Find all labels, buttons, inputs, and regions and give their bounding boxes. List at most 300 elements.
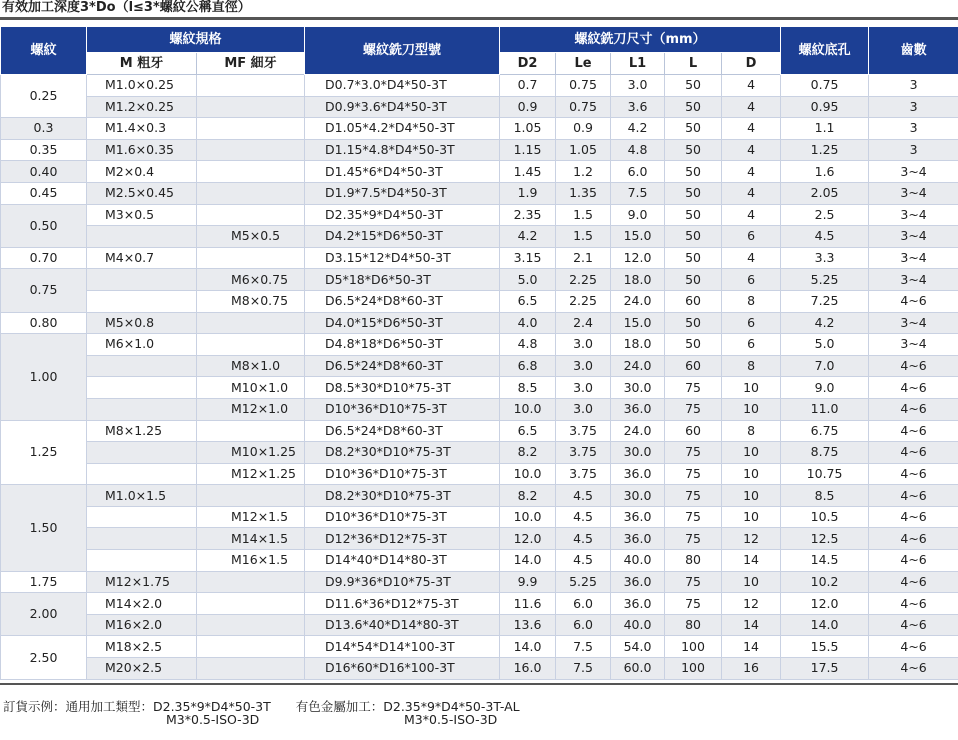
header-bore: 螺紋底孔 (781, 27, 869, 75)
d2-cell: 4.8 (500, 334, 556, 356)
d-cell: 14 (722, 550, 781, 572)
l-cell: 50 (665, 312, 722, 334)
le-cell: 0.75 (556, 75, 611, 97)
l-cell: 75 (665, 398, 722, 420)
bore-cell: 12.0 (781, 593, 869, 615)
teeth-cell: 4~6 (869, 550, 958, 572)
model-cell: D8.2*30*D10*75-3T (305, 442, 500, 464)
mf-fine-cell (197, 571, 305, 593)
header-model: 螺紋銑刀型號 (305, 27, 500, 75)
l-cell: 60 (665, 290, 722, 312)
model-cell: D10*36*D10*75-3T (305, 506, 500, 528)
l1-cell: 30.0 (611, 377, 665, 399)
m-coarse-cell (87, 355, 197, 377)
teeth-cell: 3 (869, 75, 958, 97)
l-cell: 50 (665, 269, 722, 291)
header-size-group: 螺紋銑刀尺寸（mm） (500, 27, 781, 53)
le-cell: 2.1 (556, 247, 611, 269)
top-rule (0, 17, 958, 20)
table-row (1, 398, 958, 420)
d-cell: 10 (722, 463, 781, 485)
header-l: L (665, 53, 722, 75)
m-coarse-cell: M6×1.0 (87, 334, 197, 356)
teeth-cell: 4~6 (869, 593, 958, 615)
d2-cell: 0.7 (500, 75, 556, 97)
d-cell: 4 (722, 182, 781, 204)
le-cell: 1.05 (556, 139, 611, 161)
l-cell: 50 (665, 118, 722, 140)
bore-cell: 7.0 (781, 355, 869, 377)
l1-cell: 18.0 (611, 334, 665, 356)
le-cell: 3.75 (556, 463, 611, 485)
d2-cell: 10.0 (500, 398, 556, 420)
l1-cell: 4.8 (611, 139, 665, 161)
mf-fine-cell (197, 139, 305, 161)
teeth-cell: 3~4 (869, 204, 958, 226)
mf-fine-cell: M16×1.5 (197, 550, 305, 572)
l-cell: 80 (665, 550, 722, 572)
mf-fine-cell: M14×1.5 (197, 528, 305, 550)
l-cell: 50 (665, 96, 722, 118)
d-cell: 12 (722, 528, 781, 550)
mf-fine-cell (197, 614, 305, 636)
le-cell: 3.75 (556, 420, 611, 442)
m-coarse-cell (87, 269, 197, 291)
l-cell: 50 (665, 139, 722, 161)
l1-cell: 36.0 (611, 463, 665, 485)
teeth-cell: 4~6 (869, 658, 958, 680)
header-spec-group: 螺紋規格 (87, 27, 305, 53)
le-cell: 0.9 (556, 118, 611, 140)
d2-cell: 4.2 (500, 226, 556, 248)
mf-fine-cell: M8×0.75 (197, 290, 305, 312)
teeth-cell: 3~4 (869, 182, 958, 204)
l1-cell: 6.0 (611, 161, 665, 183)
bore-cell: 7.25 (781, 290, 869, 312)
le-cell: 5.25 (556, 571, 611, 593)
mf-fine-cell (197, 334, 305, 356)
mf-fine-cell (197, 420, 305, 442)
d2-cell: 12.0 (500, 528, 556, 550)
page-title: 有效加工深度3*Do（l≤3*螺紋公稱直徑） (2, 0, 251, 15)
mf-fine-cell: M12×1.25 (197, 463, 305, 485)
le-cell: 4.5 (556, 485, 611, 507)
bore-cell: 4.5 (781, 226, 869, 248)
table-row (1, 614, 958, 636)
table-row (1, 442, 958, 464)
d-cell: 10 (722, 377, 781, 399)
teeth-cell: 4~6 (869, 355, 958, 377)
l-cell: 75 (665, 463, 722, 485)
l-cell: 50 (665, 247, 722, 269)
model-cell: D13.6*40*D14*80-3T (305, 614, 500, 636)
l1-cell: 30.0 (611, 442, 665, 464)
m-coarse-cell (87, 550, 197, 572)
m-coarse-cell: M16×2.0 (87, 614, 197, 636)
m-coarse-cell: M14×2.0 (87, 593, 197, 615)
bore-cell: 2.05 (781, 182, 869, 204)
bore-cell: 9.0 (781, 377, 869, 399)
model-cell: D11.6*36*D12*75-3T (305, 593, 500, 615)
table-row (1, 161, 958, 183)
d2-cell: 11.6 (500, 593, 556, 615)
table-row (1, 204, 958, 226)
m-coarse-cell: M1.0×1.5 (87, 485, 197, 507)
mf-fine-cell: M12×1.5 (197, 506, 305, 528)
teeth-cell: 4~6 (869, 485, 958, 507)
d2-cell: 10.0 (500, 506, 556, 528)
m-coarse-cell: M1.4×0.3 (87, 118, 197, 140)
teeth-cell: 4~6 (869, 506, 958, 528)
table-row (1, 247, 958, 269)
d2-cell: 5.0 (500, 269, 556, 291)
table-row (1, 485, 958, 507)
bore-cell: 5.0 (781, 334, 869, 356)
table-row (1, 355, 958, 377)
le-cell: 3.75 (556, 442, 611, 464)
model-cell: D12*36*D12*75-3T (305, 528, 500, 550)
l1-cell: 4.2 (611, 118, 665, 140)
le-cell: 3.0 (556, 355, 611, 377)
l1-cell: 15.0 (611, 312, 665, 334)
pitch-cell: 0.50 (1, 204, 87, 247)
l1-cell: 9.0 (611, 204, 665, 226)
l-cell: 50 (665, 182, 722, 204)
bore-cell: 10.75 (781, 463, 869, 485)
m-coarse-cell (87, 290, 197, 312)
d-cell: 10 (722, 398, 781, 420)
le-cell: 3.0 (556, 334, 611, 356)
m-coarse-cell: M8×1.25 (87, 420, 197, 442)
teeth-cell: 3~4 (869, 312, 958, 334)
teeth-cell: 4~6 (869, 571, 958, 593)
model-cell: D14*40*D14*80-3T (305, 550, 500, 572)
l-cell: 60 (665, 420, 722, 442)
l-cell: 75 (665, 442, 722, 464)
teeth-cell: 3 (869, 96, 958, 118)
table-row (1, 139, 958, 161)
pitch-cell: 0.75 (1, 269, 87, 312)
teeth-cell: 3~4 (869, 226, 958, 248)
l-cell: 75 (665, 377, 722, 399)
m-coarse-cell: M1.0×0.25 (87, 75, 197, 97)
l1-cell: 3.6 (611, 96, 665, 118)
table-row (1, 550, 958, 572)
d2-cell: 13.6 (500, 614, 556, 636)
d-cell: 4 (722, 118, 781, 140)
table-row (1, 290, 958, 312)
d2-cell: 9.9 (500, 571, 556, 593)
le-cell: 0.75 (556, 96, 611, 118)
model-cell: D1.05*4.2*D4*50-3T (305, 118, 500, 140)
mf-fine-cell (197, 182, 305, 204)
mf-fine-cell (197, 75, 305, 97)
table-row (1, 571, 958, 593)
d2-cell: 10.0 (500, 463, 556, 485)
table-row (1, 182, 958, 204)
bore-cell: 1.25 (781, 139, 869, 161)
m-coarse-cell: M2×0.4 (87, 161, 197, 183)
l-cell: 75 (665, 485, 722, 507)
pitch-cell: 0.25 (1, 75, 87, 118)
d-cell: 6 (722, 312, 781, 334)
m-coarse-cell (87, 226, 197, 248)
d-cell: 12 (722, 593, 781, 615)
model-cell: D1.45*6*D4*50-3T (305, 161, 500, 183)
m-coarse-cell: M18×2.5 (87, 636, 197, 658)
pitch-cell: 1.75 (1, 571, 87, 593)
teeth-cell: 4~6 (869, 636, 958, 658)
mf-fine-cell (197, 485, 305, 507)
teeth-cell: 4~6 (869, 442, 958, 464)
table-row (1, 420, 958, 442)
l1-cell: 36.0 (611, 571, 665, 593)
le-cell: 3.0 (556, 398, 611, 420)
mf-fine-cell (197, 204, 305, 226)
m-coarse-cell (87, 377, 197, 399)
mf-fine-cell (197, 636, 305, 658)
l-cell: 100 (665, 636, 722, 658)
d-cell: 6 (722, 226, 781, 248)
pitch-cell: 1.50 (1, 485, 87, 571)
d2-cell: 2.35 (500, 204, 556, 226)
l1-cell: 24.0 (611, 420, 665, 442)
d2-cell: 4.0 (500, 312, 556, 334)
d2-cell: 6.5 (500, 420, 556, 442)
table-row (1, 118, 958, 140)
l-cell: 100 (665, 658, 722, 680)
d-cell: 4 (722, 96, 781, 118)
mf-fine-cell: M10×1.25 (197, 442, 305, 464)
bore-cell: 0.95 (781, 96, 869, 118)
le-cell: 1.35 (556, 182, 611, 204)
bore-cell: 14.5 (781, 550, 869, 572)
d2-cell: 3.15 (500, 247, 556, 269)
le-cell: 4.5 (556, 528, 611, 550)
table-row (1, 226, 958, 248)
model-cell: D8.2*30*D10*75-3T (305, 485, 500, 507)
m-coarse-cell: M1.2×0.25 (87, 96, 197, 118)
order-example-general-thread: M3*0.5-ISO-3D (166, 712, 260, 727)
header-le: Le (556, 53, 611, 75)
d2-cell: 1.05 (500, 118, 556, 140)
d2-cell: 1.9 (500, 182, 556, 204)
bore-cell: 4.2 (781, 312, 869, 334)
bore-cell: 10.2 (781, 571, 869, 593)
model-cell: D6.5*24*D8*60-3T (305, 355, 500, 377)
d2-cell: 8.5 (500, 377, 556, 399)
d2-cell: 14.0 (500, 550, 556, 572)
l-cell: 50 (665, 75, 722, 97)
m-coarse-cell (87, 506, 197, 528)
model-cell: D16*60*D16*100-3T (305, 658, 500, 680)
le-cell: 6.0 (556, 614, 611, 636)
bore-cell: 6.75 (781, 420, 869, 442)
le-cell: 4.5 (556, 550, 611, 572)
mf-fine-cell: M10×1.0 (197, 377, 305, 399)
teeth-cell: 4~6 (869, 398, 958, 420)
l-cell: 80 (665, 614, 722, 636)
d-cell: 4 (722, 75, 781, 97)
model-cell: D4.2*15*D6*50-3T (305, 226, 500, 248)
bore-cell: 8.75 (781, 442, 869, 464)
le-cell: 4.5 (556, 506, 611, 528)
model-cell: D14*54*D14*100-3T (305, 636, 500, 658)
table-row (1, 75, 958, 97)
l1-cell: 24.0 (611, 290, 665, 312)
header-m-coarse: M 粗牙 (87, 53, 197, 75)
header-mf-fine: MF 細牙 (197, 53, 305, 75)
l-cell: 75 (665, 571, 722, 593)
table-row (1, 96, 958, 118)
le-cell: 6.0 (556, 593, 611, 615)
bore-cell: 11.0 (781, 398, 869, 420)
pitch-cell: 0.40 (1, 161, 87, 183)
table-row (1, 463, 958, 485)
l1-cell: 18.0 (611, 269, 665, 291)
model-cell: D0.7*3.0*D4*50-3T (305, 75, 500, 97)
teeth-cell: 3~4 (869, 161, 958, 183)
teeth-cell: 4~6 (869, 614, 958, 636)
d-cell: 10 (722, 571, 781, 593)
mf-fine-cell: M6×0.75 (197, 269, 305, 291)
l1-cell: 36.0 (611, 398, 665, 420)
l1-cell: 3.0 (611, 75, 665, 97)
mf-fine-cell (197, 118, 305, 140)
l1-cell: 36.0 (611, 593, 665, 615)
mf-fine-cell: M12×1.0 (197, 398, 305, 420)
bore-cell: 14.0 (781, 614, 869, 636)
order-example-line: 訂貨示例：通用加工類型：D2.35*9*D4*50-3T 有色金屬加工：D2.35*9*D4*50-3T-AL (3, 699, 520, 714)
teeth-cell: 3 (869, 118, 958, 140)
bore-cell: 12.5 (781, 528, 869, 550)
d-cell: 14 (722, 636, 781, 658)
model-cell: D4.8*18*D6*50-3T (305, 334, 500, 356)
bore-cell: 3.3 (781, 247, 869, 269)
le-cell: 7.5 (556, 636, 611, 658)
d-cell: 6 (722, 334, 781, 356)
bore-cell: 0.75 (781, 75, 869, 97)
pitch-cell: 0.70 (1, 247, 87, 269)
d2-cell: 8.2 (500, 442, 556, 464)
pitch-cell: 0.45 (1, 182, 87, 204)
m-coarse-cell (87, 398, 197, 420)
teeth-cell: 4~6 (869, 290, 958, 312)
pitch-cell: 0.80 (1, 312, 87, 334)
pitch-cell: 0.3 (1, 118, 87, 140)
model-cell: D8.5*30*D10*75-3T (305, 377, 500, 399)
l-cell: 75 (665, 593, 722, 615)
d-cell: 4 (722, 161, 781, 183)
d-cell: 10 (722, 442, 781, 464)
le-cell: 3.0 (556, 377, 611, 399)
l-cell: 50 (665, 161, 722, 183)
l1-cell: 40.0 (611, 614, 665, 636)
d2-cell: 1.15 (500, 139, 556, 161)
l1-cell: 36.0 (611, 528, 665, 550)
header-l1: L1 (611, 53, 665, 75)
teeth-cell: 4~6 (869, 420, 958, 442)
l-cell: 50 (665, 334, 722, 356)
d-cell: 16 (722, 658, 781, 680)
pitch-cell: 2.00 (1, 593, 87, 636)
bore-cell: 5.25 (781, 269, 869, 291)
le-cell: 7.5 (556, 658, 611, 680)
l1-cell: 24.0 (611, 355, 665, 377)
model-cell: D10*36*D10*75-3T (305, 398, 500, 420)
teeth-cell: 3~4 (869, 247, 958, 269)
teeth-cell: 3~4 (869, 269, 958, 291)
l1-cell: 12.0 (611, 247, 665, 269)
le-cell: 2.25 (556, 290, 611, 312)
header-d2: D2 (500, 53, 556, 75)
teeth-cell: 4~6 (869, 463, 958, 485)
table-row (1, 593, 958, 615)
l1-cell: 36.0 (611, 506, 665, 528)
mf-fine-cell: M8×1.0 (197, 355, 305, 377)
d2-cell: 14.0 (500, 636, 556, 658)
le-cell: 1.5 (556, 204, 611, 226)
mf-fine-cell (197, 312, 305, 334)
l1-cell: 7.5 (611, 182, 665, 204)
l1-cell: 60.0 (611, 658, 665, 680)
table-row (1, 269, 958, 291)
d-cell: 8 (722, 355, 781, 377)
m-coarse-cell: M12×1.75 (87, 571, 197, 593)
bore-cell: 17.5 (781, 658, 869, 680)
model-cell: D6.5*24*D8*60-3T (305, 290, 500, 312)
le-cell: 1.2 (556, 161, 611, 183)
d-cell: 10 (722, 485, 781, 507)
model-cell: D4.0*15*D6*50-3T (305, 312, 500, 334)
d2-cell: 6.5 (500, 290, 556, 312)
l-cell: 60 (665, 355, 722, 377)
model-cell: D6.5*24*D8*60-3T (305, 420, 500, 442)
mf-fine-cell (197, 96, 305, 118)
model-cell: D1.15*4.8*D4*50-3T (305, 139, 500, 161)
header-d: D (722, 53, 781, 75)
l1-cell: 54.0 (611, 636, 665, 658)
table-row (1, 334, 958, 356)
d-cell: 8 (722, 290, 781, 312)
d-cell: 4 (722, 139, 781, 161)
model-cell: D0.9*3.6*D4*50-3T (305, 96, 500, 118)
teeth-cell: 3~4 (869, 334, 958, 356)
model-cell: D3.15*12*D4*50-3T (305, 247, 500, 269)
l-cell: 50 (665, 226, 722, 248)
le-cell: 2.4 (556, 312, 611, 334)
m-coarse-cell: M1.6×0.35 (87, 139, 197, 161)
l-cell: 50 (665, 204, 722, 226)
d-cell: 8 (722, 420, 781, 442)
bore-cell: 10.5 (781, 506, 869, 528)
pitch-cell: 1.00 (1, 334, 87, 420)
mf-fine-cell (197, 247, 305, 269)
d-cell: 6 (722, 269, 781, 291)
m-coarse-cell: M5×0.8 (87, 312, 197, 334)
bore-cell: 1.6 (781, 161, 869, 183)
d2-cell: 6.8 (500, 355, 556, 377)
m-coarse-cell: M2.5×0.45 (87, 182, 197, 204)
model-cell: D5*18*D6*50-3T (305, 269, 500, 291)
header-teeth: 齒數 (869, 27, 958, 75)
bottom-rule (0, 683, 958, 685)
table-row (1, 658, 958, 680)
table-row (1, 312, 958, 334)
m-coarse-cell: M4×0.7 (87, 247, 197, 269)
table-row (1, 636, 958, 658)
order-example-nonferrous-thread: M3*0.5-ISO-3D (404, 712, 498, 727)
